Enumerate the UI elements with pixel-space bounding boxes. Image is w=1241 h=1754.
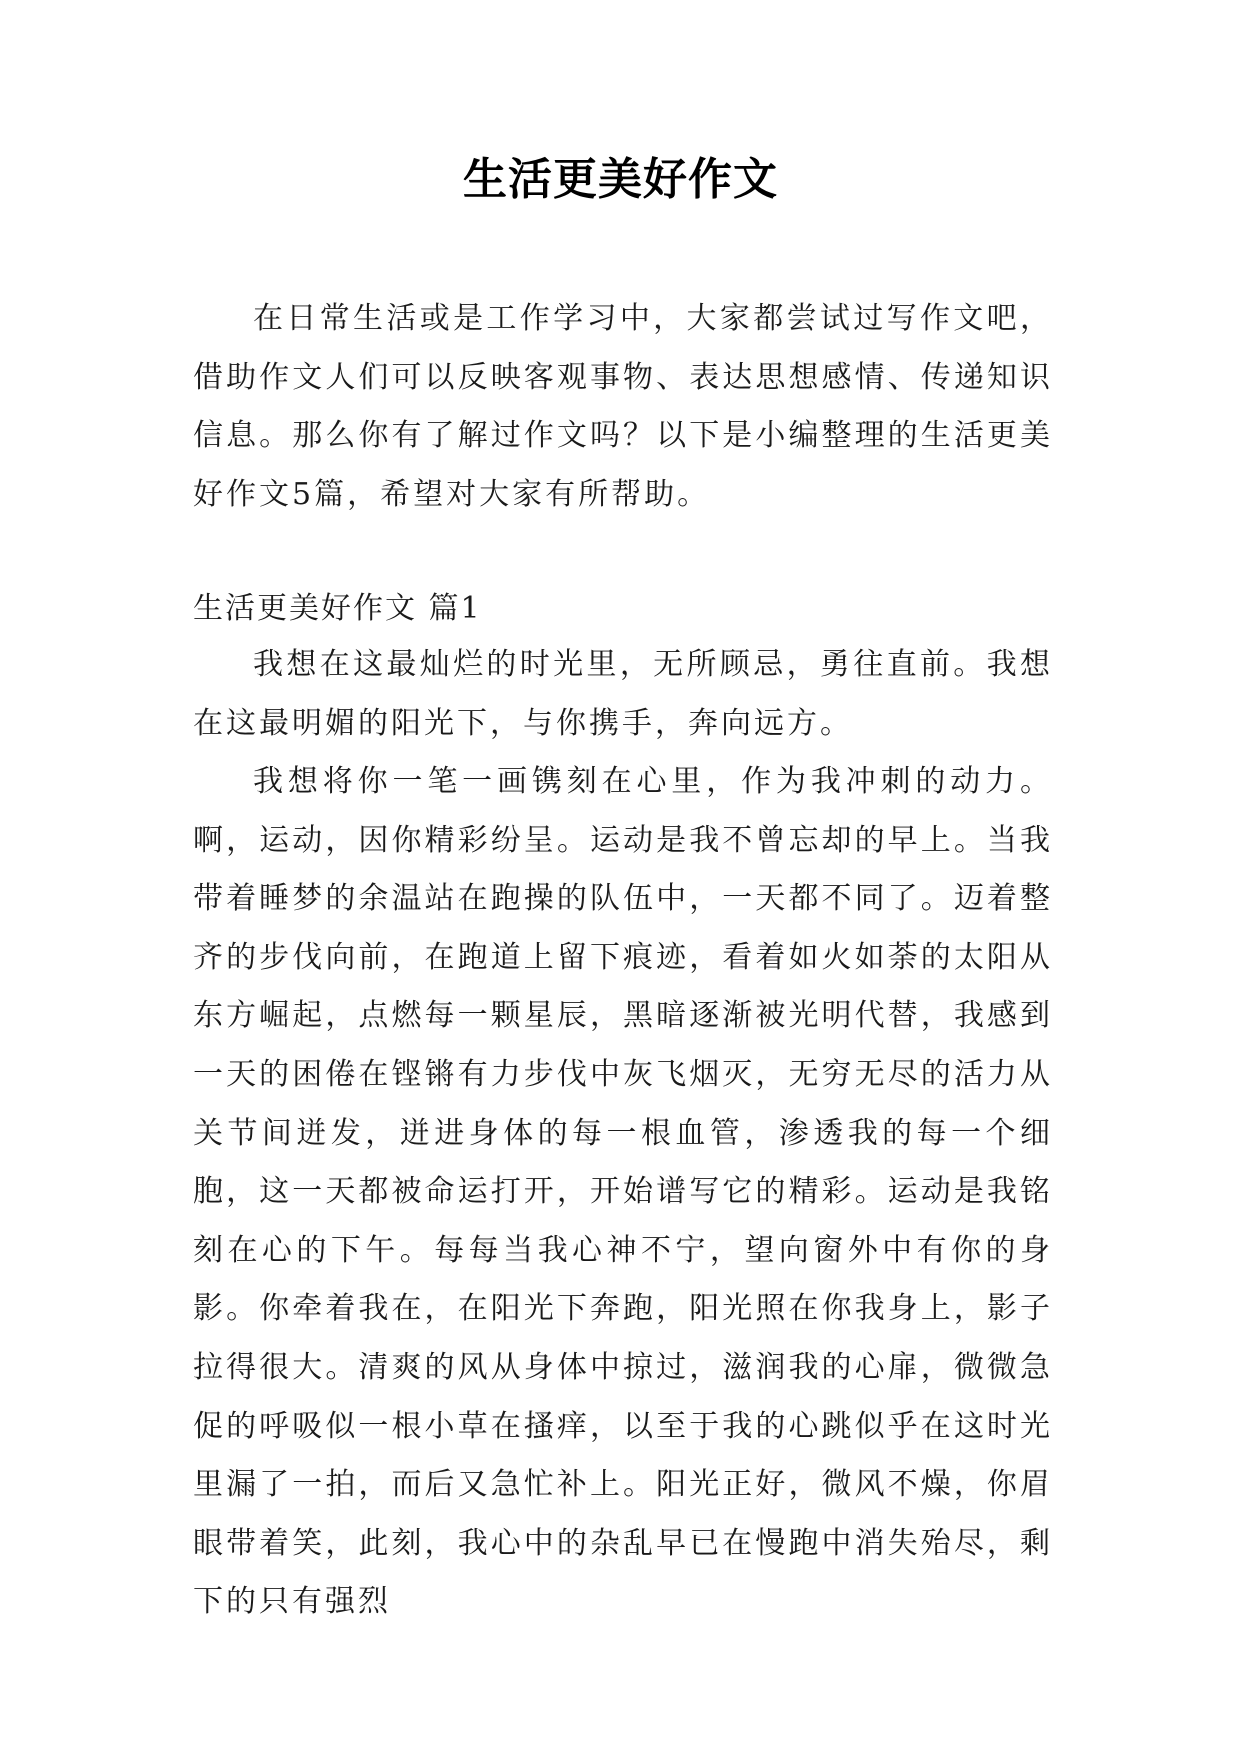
section-heading: 生活更美好作文 篇1 [193,591,482,626]
body-paragraph: 我想在这最灿烂的时光里，无所顾忌，勇往直前。我想在这最明媚的阳光下，与你携手，奔向远方。 [193,647,1053,741]
body-paragraph: 我想将你一笔一画镌刻在心里，作为我冲刺的动力。啊，运动，因你精彩纷呈。运动是我不曾忘却的早上。当我带着睡梦的余温站在跑操的队伍中，一天都不同了。迈着整齐的步伐向前，在跑道上留下痕迹，看着如火如荼的太阳从东方崛起，点燃每一颗星辰，黑暗逐渐被光明代替，我感到一天的困倦在铿锵有力步伐中灰飞烟灭，无穷无尽的活力从关节间迸发，迸进身体的每一根血管，渗透我的每一个细胞，这一天都被命运打开，开始谱写它的精彩。运动是我铭刻在心的下午。每每当我心神不宁，望向窗外中有你的身影。你牵着我在，在阳光下奔跑，阳光照在你我身上，影子拉得很大。清爽的风从身体中掠过，滋润我的心扉，微微急促的呼吸似一根小草在搔痒，以至于我的心跳似乎在这时光里漏了一拍，而后又急忙补上。阳光正好，微风不燥，你眉眼带着笑，此刻，我心中的杂乱早已在慢跑中消失殆尽，剩下的只有强烈 [193,764,1053,1620]
intro-paragraph: 在日常生活或是工作学习中，大家都尝试过写作文吧，借助作文人们可以反映客观事物、表达思想感情、传递知识信息。那么你有了解过作文吗？以下是小编整理的生活更美好作文5篇，希望对大家有所帮助。 [193,301,1053,512]
document-title: 生活更美好作文 [463,154,778,205]
